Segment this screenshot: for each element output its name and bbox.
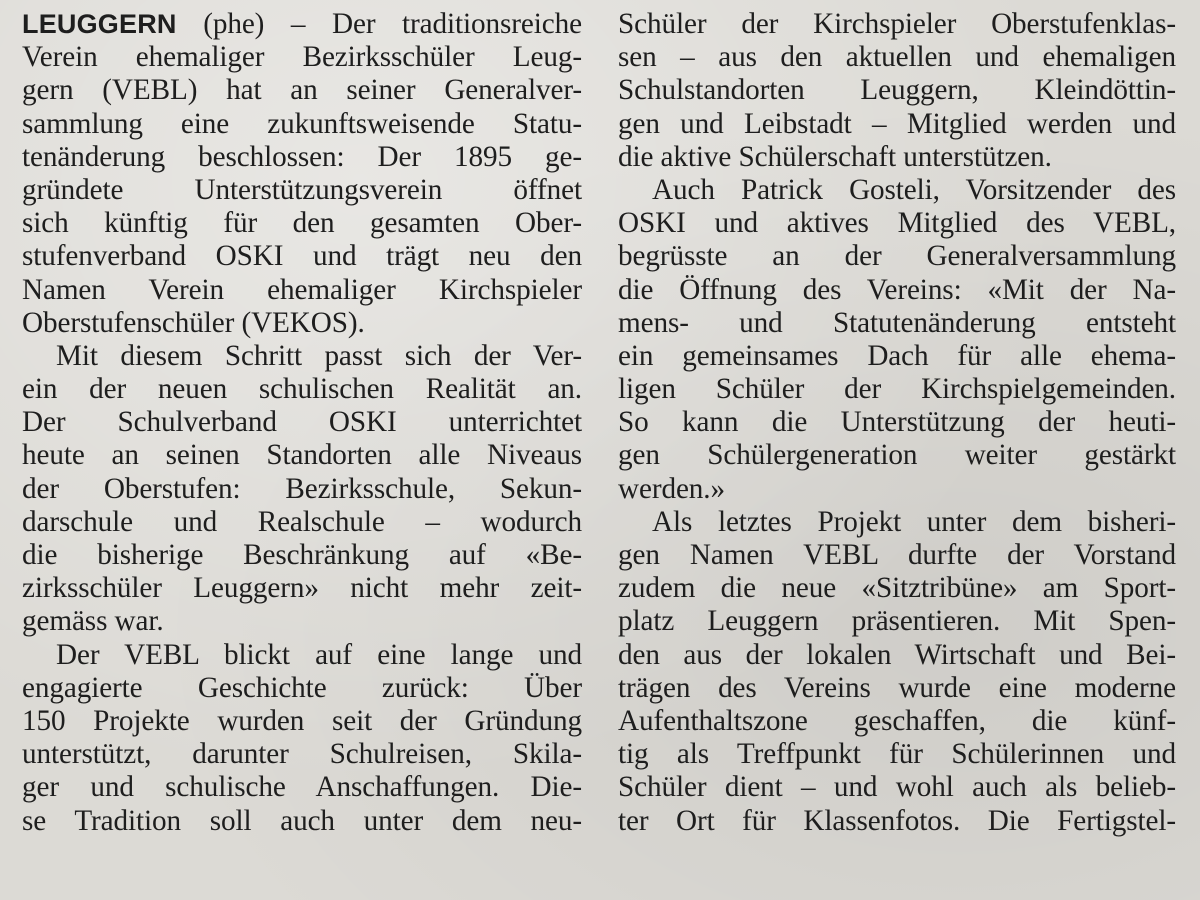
article-line (22, 539, 582, 572)
article-line-text: ter Ort für Klassenfotos. Die Fertigstel- (618, 804, 1176, 837)
article-line-text: Mit diesem Schritt passt sich der Ver- (56, 339, 582, 372)
article-line-text: heute an seinen Standorten alle Niveaus (22, 439, 582, 472)
article-line (618, 672, 1176, 705)
article-line-text: unterstützt, darunter Schulreisen, Skila- (22, 738, 582, 771)
article-line-text: sen – aus den aktuellen und ehemaligen (618, 41, 1176, 74)
article-line (618, 41, 1176, 74)
article-line-text: darschule und Realschule – wodurch (22, 505, 582, 538)
article-line (618, 174, 1176, 207)
article-line-text: Aufenthaltszone geschaffen, die künf- (618, 704, 1176, 737)
article-line (22, 605, 582, 638)
article-line-text: sammlung eine zukunftsweisende Statu- (22, 107, 582, 140)
article-line-text: 150 Projekte wurden seit der Gründung (22, 704, 582, 737)
article-line-text: mens- und Statutenänderung entsteht (618, 306, 1176, 339)
article-line-text: se Tradition soll auch unter dem neu- (22, 804, 582, 837)
article-line (22, 74, 582, 107)
article-line (22, 572, 582, 605)
article-line-text: gen Schülergeneration weiter gestärkt (618, 439, 1176, 472)
article-line (22, 8, 582, 41)
article-line-text: sich künftig für den gesamten Ober- (22, 207, 582, 240)
article-line-text: gen Namen VEBL durfte der Vorstand (618, 539, 1176, 571)
article-line (22, 207, 582, 240)
article-line (22, 240, 582, 273)
article-line (22, 340, 582, 373)
article-line-text: gemäss war. (22, 605, 164, 638)
article-line (618, 141, 1176, 174)
article-line-text: Der VEBL blickt auf eine lange und (56, 638, 582, 671)
article-line (22, 406, 582, 439)
article-line (22, 274, 582, 307)
article-line-text: tenänderung beschlossen: Der 1895 ge- (22, 140, 582, 173)
article-line-text: zirksschüler Leuggern» nicht mehr zeit- (22, 572, 582, 605)
article-line-text: Der Schulverband OSKI unterrichtet (22, 406, 582, 439)
article-line (22, 41, 582, 74)
article-line-text: ein der neuen schulischen Realität an. (22, 373, 582, 406)
article-line-text: der Oberstufen: Bezirksschule, Sekun- (22, 472, 582, 505)
article-line (618, 605, 1176, 638)
article-line-text: Schüler der Kirchspieler Oberstufenklas- (618, 8, 1176, 40)
article-line-text: ger und schulische Anschaffungen. Die- (22, 771, 582, 804)
article-line-text: die aktive Schülerschaft unterstützen. (618, 140, 1052, 173)
article-line (618, 572, 1176, 605)
article-line (22, 639, 582, 672)
article-line (22, 141, 582, 174)
article-line-text: die bisherige Beschränkung auf «Be- (22, 539, 582, 571)
article-line (618, 240, 1176, 273)
article-line-text: engagierte Geschichte zurück: Über (22, 671, 582, 704)
article-line-text: Verein ehemaliger Bezirksschüler Leug- (22, 41, 582, 74)
article-line (22, 174, 582, 207)
article-line (618, 74, 1176, 107)
article-line (22, 738, 582, 771)
article-line (22, 672, 582, 705)
article-dateline: LEUGGERN (22, 9, 177, 39)
article-line (618, 207, 1176, 240)
article-line (618, 506, 1176, 539)
article-line-text: (phe) – Der traditionsreiche (176, 8, 582, 40)
article-line-text: trägen des Vereins wurde eine moderne (618, 671, 1176, 704)
article-line (618, 340, 1176, 373)
article-line-text: Auch Patrick Gosteli, Vorsitzender des (652, 173, 1176, 206)
article-line-text: Schüler dient – und wohl auch als belieb- (618, 771, 1176, 804)
article-line-text: Schulstandorten Leuggern, Kleindöttin- (618, 74, 1176, 107)
article-line (618, 771, 1176, 804)
article-line (22, 439, 582, 472)
article-line-text: Namen Verein ehemaliger Kirchspieler (22, 273, 582, 306)
article-line-text: zudem die neue «Sitztribüne» am Sport- (618, 572, 1176, 605)
article-line (22, 771, 582, 804)
article-line (618, 805, 1176, 838)
article-line (618, 108, 1176, 141)
article-line (618, 307, 1176, 340)
article-line-text: ligen Schüler der Kirchspielgemeinden. (618, 373, 1176, 406)
article-line-text: begrüsste an der Generalversammlung (618, 240, 1176, 273)
article-line-text: werden.» (618, 472, 725, 505)
article-line-text: gern (VEBL) hat an seiner Generalver- (22, 74, 582, 107)
article-line (618, 373, 1176, 406)
article-line-text: Oberstufenschüler (VEKOS). (22, 306, 365, 339)
article-line-text: tig als Treffpunkt für Schülerinnen und (618, 738, 1176, 771)
article-line-text: gen und Leibstadt – Mitglied werden und (618, 107, 1176, 140)
article-line-text: ein gemeinsames Dach für alle ehema- (618, 339, 1176, 372)
article-line (22, 705, 582, 738)
article-line (618, 738, 1176, 771)
article-line (22, 506, 582, 539)
article-line (22, 805, 582, 838)
article-line (22, 473, 582, 506)
article-line (618, 274, 1176, 307)
article-line (618, 8, 1176, 41)
article-line (618, 539, 1176, 572)
article-column-right (618, 8, 1176, 838)
article-line (22, 307, 582, 340)
article-line-text: gründete Unterstützungsverein öffnet (22, 173, 582, 206)
article-line-text: OSKI und aktives Mitglied des VEBL, (618, 207, 1176, 240)
article-line (618, 473, 1176, 506)
article-line-text: So kann die Unterstützung der heuti- (618, 406, 1176, 439)
article-line (22, 373, 582, 406)
article-line-text: den aus der lokalen Wirtschaft und Bei- (618, 638, 1176, 671)
article-line (618, 406, 1176, 439)
article-line (22, 108, 582, 141)
article-column-left (22, 8, 582, 838)
article-line (618, 439, 1176, 472)
article-line-text: die Öffnung des Vereins: «Mit der Na- (618, 273, 1176, 306)
article-line-text: platz Leuggern präsentieren. Mit Spen- (618, 605, 1176, 638)
article-line (618, 639, 1176, 672)
article-line-text: Als letztes Projekt unter dem bisheri- (652, 505, 1176, 538)
article-line (618, 705, 1176, 738)
article-line-text: stufenverband OSKI und trägt neu den (22, 240, 582, 273)
